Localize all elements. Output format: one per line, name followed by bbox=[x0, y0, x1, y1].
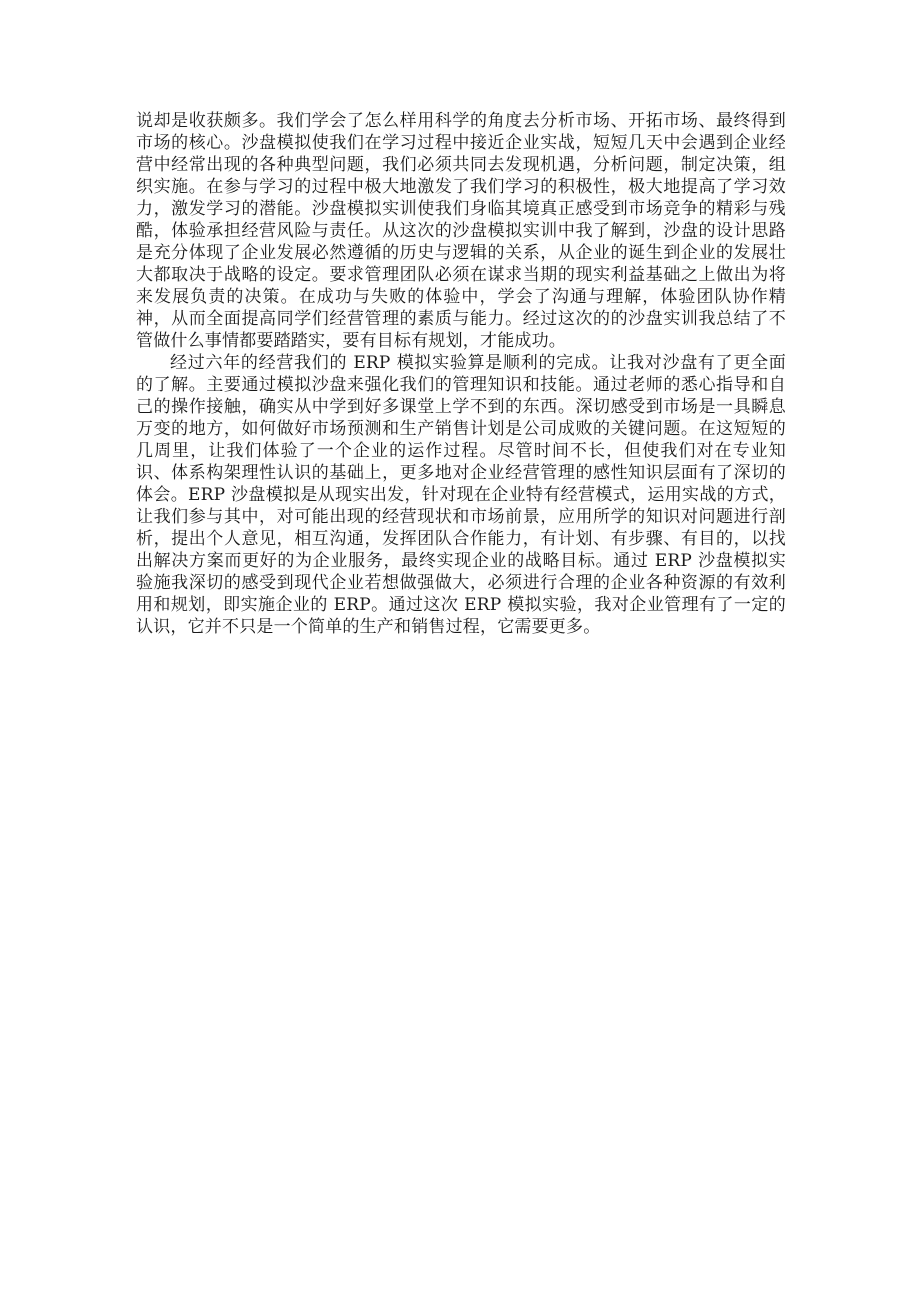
document-body bbox=[136, 110, 786, 638]
paragraph-2: 经过六年的经营我们的 ERP 模拟实验算是顺利的完成。让我对沙盘有了更全面的了解。主要通过模拟沙盘来强化我们的管理知识和技能。通过老师的悉心指导和自己的操作接触，确实从中学到好多课堂上学不到的东西。深切感受到市场是一具瞬息万变的地方，如何做好市场预测和生产销售计划是公司成败的关键问题。在这短短的几周里，让我们体验了一个企业的运作过程。尽管时间不长，但使我们对在专业知识、体系构架理性认识的基础上，更多地对企业经营管理的感性知识层面有了深切的体会。ERP 沙盘模拟是从现实出发，针对现在企业特有经营模式，运用实战的方式，让我们参与其中，对可能出现的经营现状和市场前景，应用所学的知识对问题进行剖析，提出个人意见，相互沟通，发挥团队合作能力，有计划、有步骤、有目的，以找出解决方案而更好的为企业服务，最终实现企业的战略目标。通过 ERP 沙盘模拟实验施我深切的感受到现代企业若想做强做大，必须进行合理的企业各种资源的有效利用和规划，即实施企业的 ERP。通过这次 ERP 模拟实验，我对企业管理有了一定的认识，它并不只是一个简单的生产和销售过程，它需要更多。 bbox=[136, 353, 786, 637]
paragraph-1: 说却是收获颇多。我们学会了怎么样用科学的角度去分析市场、开拓市场、最终得到市场的核心。沙盘模拟使我们在学习过程中接近企业实战，短短几天中会遇到企业经营中经常出现的各种典型问题，我们必须共同去发现机遇，分析问题，制定决策，组织实施。在参与学习的过程中极大地激发了我们学习的积极性，极大地提高了学习效力，激发学习的潜能。沙盘模拟实训使我们身临其境真正感受到市场竞争的精彩与残酷，体验承担经营风险与责任。从这次的沙盘模拟实训中我了解到，沙盘的设计思路是充分体现了企业发展必然遵循的历史与逻辑的关系，从企业的诞生到企业的发展壮大都取决于战略的设定。要求管理团队必须在谋求当期的现实利益基础之上做出为将来发展负责的决策。在成功与失败的体验中，学会了沟通与理解，体验团队协作精神，从而全面提高同学们经营管理的素质与能力。经过这次的的沙盘实训我总结了不管做什么事情都要踏踏实，要有目标有规划，才能成功。 bbox=[136, 111, 786, 351]
